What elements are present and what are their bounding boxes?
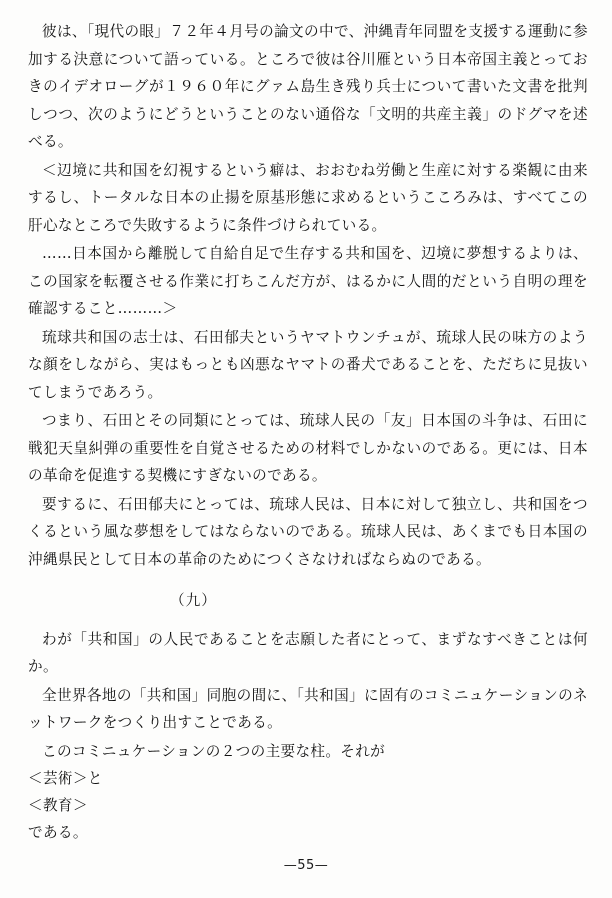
closing-paragraph-2: 全世界各地の「共和国」同胞の間に、「共和国」に固有のコミニュケーションのネットワークをつくり出すことである。 — [28, 686, 588, 731]
text-body — [28, 18, 588, 846]
paragraph-5: つまり、石田とその同類にとっては、琉球人民の「友」日本国の斗争は、石田に戦犯天皇糾弾の重要性を自覚させるための材料でしかないのである。更には、日本の革命を促進する契機にすぎないのである。 — [28, 412, 588, 484]
paragraph-3: ……日本国から離脱して自給自足で生存する共和国を、辺境に夢想するよりは、この国家を転覆させる作業に打ちこんだ方が、はるかに人間的だという自明の理を確認すること………＞ — [28, 245, 588, 317]
paragraph-4: 琉球共和国の志士は、石田郁夫というヤマトウンチュが、琉球人民の味方のような顔をしながら、実はもっとも凶悪なヤマトの番犬であることを、ただちに見抜いてしまうであろう。 — [28, 328, 588, 401]
closing-paragraph-3: このコミニュケーションの２つの主要な柱。それが — [42, 742, 386, 760]
page-number: —55— — [283, 858, 329, 873]
closing-paragraph-1: わが「共和国」の人民であることを志願した者にとって、まずなすべきことは何か。 — [28, 630, 588, 675]
paragraph-2: ＜辺境に共和国を幻視するという癖は、おおむね労働と生産に対する楽観に由来するし、トータルな日本の止揚を原基形態に求めるというこころみは、すべてこの肝心なところで失敗するように条件づけられている。 — [28, 161, 588, 234]
closing-line: である。 — [28, 824, 88, 841]
section-heading: （九） — [170, 592, 217, 609]
list-item-art: ＜芸術＞と — [28, 770, 103, 787]
list-item-education: ＜教育＞ — [28, 797, 88, 814]
paragraph-6: 要するに、石田郁夫にとっては、琉球人民は、日本に対して独立し、共和国をつくるという風な夢想をしてはならないのである。琉球人民は、あくまでも日本国の沖縄県民として日本の革命のためにつくさなければならぬのである。 — [28, 495, 588, 568]
paragraph-1: 彼は、「現代の眼」７２年４月号の論文の中で、沖縄青年同盟を支援する運動に参加する決意について語っている。ところで彼は谷川雁という日本帝国主義とっておきのイデオローグが１９６０年にグァム島生き残り兵士について書いた文書を批判しつつ、次のようにどうということのない通俗な「文明的共産主義」のドグマを述べる。 — [28, 23, 588, 150]
